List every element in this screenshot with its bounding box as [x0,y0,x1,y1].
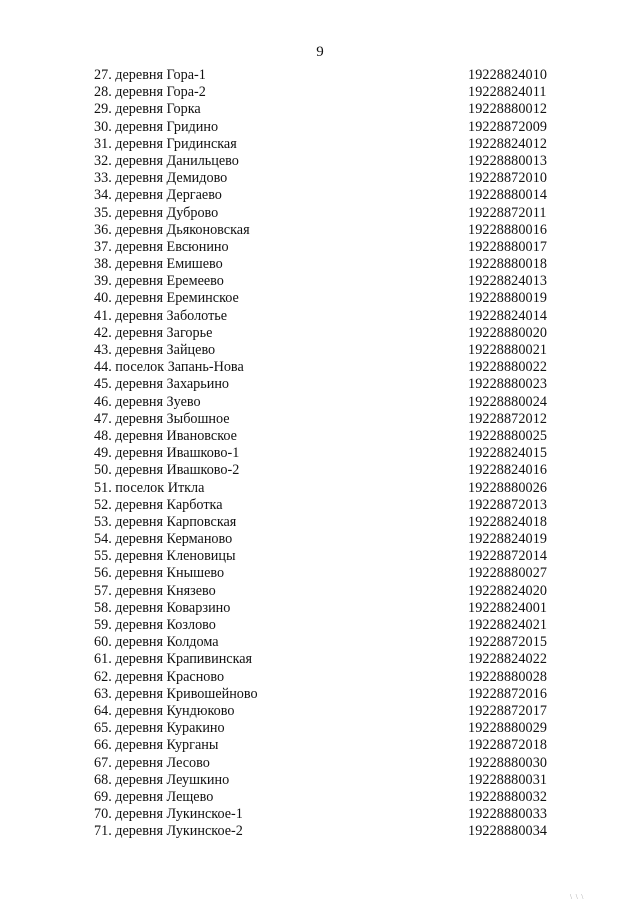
settlement-name: 67. деревня Лесово [94,754,210,771]
settlement-name: 43. деревня Зайцево [94,342,216,358]
settlement-code: 19228880012 [468,101,548,118]
list-item [94,428,594,445]
list-item [94,187,594,204]
settlement-name: 32. деревня Данильцево [94,152,239,169]
list-item [94,394,594,411]
settlement-name: 70. деревня Лукинское-1 [94,806,243,823]
settlement-code: 19228880034 [468,823,548,840]
settlement-name: 38. деревня Емишево [94,256,223,273]
settlement-name: 61. деревня Крапивинская [94,651,253,668]
list-item [94,617,594,634]
list-item [94,308,594,325]
settlement-code: 19228824015 [468,445,548,462]
settlement-code: 19228880025 [468,427,548,444]
settlement-name: 34. деревня Дергаево [94,187,222,204]
settlement-name: 28. деревня Гора-2 [94,84,206,101]
settlement-name: 50. деревня Ивашково-2 [94,462,240,479]
list-item [94,772,594,789]
settlement-code: 19228880019 [468,290,548,307]
settlement-name: 35. деревня Дуброво [94,204,219,221]
list-item [94,239,594,256]
settlement-code: 19228880027 [468,565,548,582]
settlement-code: 19228872018 [468,737,548,754]
list-item [94,342,594,359]
settlement-code: 19228880030 [468,754,548,771]
list-item [94,273,594,290]
settlement-name: 55. деревня Кленовицы [94,548,236,565]
settlement-name: 56. деревня Кнышево [94,565,225,582]
settlement-code: 19228880013 [468,152,548,169]
settlement-code: 19228824010 [468,67,548,83]
list-item [94,411,594,428]
settlement-code: 19228824014 [468,307,548,324]
settlement-name: 59. деревня Козлово [94,617,216,633]
settlement-code: 19228880020 [468,324,548,341]
list-item [94,153,594,170]
settlement-name: 30. деревня Гридино [94,118,219,135]
settlement-name: 44. поселок Запань-Нова [94,359,244,376]
settlement-name: 27. деревня Гора-1 [94,67,206,83]
settlement-name: 68. деревня Леушкино [94,771,230,788]
settlement-name: 60. деревня Колдома [94,634,219,651]
list-item [94,119,594,136]
list-item [94,806,594,823]
settlement-name: 51. поселок Иткла [94,479,205,496]
settlement-name: 63. деревня Кривошейново [94,685,258,702]
settlement-list [94,67,594,840]
list-item [94,497,594,514]
settlement-code: 19228824021 [468,617,548,633]
list-item [94,548,594,565]
settlement-code: 19228880016 [468,221,548,238]
list-item [94,222,594,239]
settlement-code: 19228872014 [468,548,548,565]
settlement-name: 54. деревня Керманово [94,531,233,548]
settlement-code: 19228824001 [468,599,548,616]
list-item [94,514,594,531]
list-item [94,101,594,118]
settlement-code: 19228824018 [468,513,548,530]
list-item [94,737,594,754]
settlement-name: 46. деревня Зуево [94,393,201,410]
settlement-code: 19228824020 [468,582,548,599]
settlement-name: 42. деревня Загорье [94,324,213,341]
list-item [94,789,594,806]
settlement-name: 49. деревня Ивашково-1 [94,445,240,462]
settlement-code: 19228880022 [468,359,548,376]
list-item [94,583,594,600]
list-item [94,634,594,651]
settlement-code: 19228824013 [468,273,548,290]
settlement-name: 47. деревня Зыбошное [94,410,230,427]
settlement-code: 19228880014 [468,187,548,204]
settlement-code: 19228880029 [468,720,548,737]
list-item [94,480,594,497]
page-number: 9 [316,44,324,60]
list-item [94,531,594,548]
settlement-name: 64. деревня Кундюково [94,702,235,719]
settlement-name: 62. деревня Красново [94,668,225,685]
settlement-name: 39. деревня Еремеево [94,273,224,290]
list-item [94,205,594,222]
settlement-code: 19228880018 [468,256,548,273]
settlement-code: 19228824016 [468,462,548,479]
settlement-name: 52. деревня Карботка [94,496,223,513]
settlement-name: 65. деревня Куракино [94,720,225,737]
list-item [94,565,594,582]
list-item [94,651,594,668]
settlement-code: 19228880028 [468,668,548,685]
settlement-code: 19228872017 [468,702,548,719]
list-item [94,703,594,720]
settlement-code: 19228872009 [468,118,548,135]
settlement-code: 19228880021 [468,342,548,358]
list-item [94,720,594,737]
scan-mark: \ \ \ [570,893,585,901]
list-item [94,359,594,376]
settlement-code: 19228872016 [468,685,548,702]
settlement-code: 19228824019 [468,531,548,548]
settlement-name: 36. деревня Дьяконовская [94,221,250,238]
settlement-name: 29. деревня Горка [94,101,201,118]
list-item [94,462,594,479]
list-item [94,600,594,617]
list-item [94,67,594,84]
settlement-code: 19228824011 [468,84,547,101]
settlement-name: 53. деревня Карповская [94,513,237,530]
settlement-code: 19228880032 [468,788,548,805]
settlement-name: 40. деревня Ереминское [94,290,239,307]
settlement-code: 19228880017 [468,238,548,255]
list-item [94,256,594,273]
list-item [94,445,594,462]
settlement-code: 19228824012 [468,135,548,152]
list-item [94,669,594,686]
list-item [94,136,594,153]
list-item [94,686,594,703]
settlement-code: 19228824022 [468,651,548,668]
list-item [94,84,594,101]
settlement-code: 19228872011 [468,204,547,221]
settlement-name: 41. деревня Заболотье [94,307,228,324]
settlement-name: 58. деревня Коварзино [94,599,231,616]
list-item [94,823,594,840]
list-item [94,755,594,772]
settlement-code: 19228880023 [468,376,548,393]
settlement-name: 66. деревня Курганы [94,737,219,754]
settlement-name: 71. деревня Лукинское-2 [94,823,243,840]
settlement-code: 19228872010 [468,170,548,187]
list-item [94,325,594,342]
list-item [94,376,594,393]
settlement-name: 37. деревня Евсюнино [94,238,229,255]
settlement-code: 19228872012 [468,410,548,427]
settlement-code: 19228880033 [468,806,548,823]
settlement-code: 19228880024 [468,393,548,410]
list-item [94,290,594,307]
settlement-name: 48. деревня Ивановское [94,427,237,444]
settlement-code: 19228872013 [468,496,548,513]
settlement-name: 33. деревня Демидово [94,170,228,187]
settlement-name: 69. деревня Лещево [94,788,214,805]
settlement-code: 19228872015 [468,634,548,651]
settlement-name: 31. деревня Гридинская [94,135,237,152]
settlement-name: 57. деревня Князево [94,582,216,599]
settlement-name: 45. деревня Захарьино [94,376,230,393]
list-item [94,170,594,187]
settlement-code: 19228880031 [468,771,548,788]
settlement-code: 19228880026 [468,479,548,496]
